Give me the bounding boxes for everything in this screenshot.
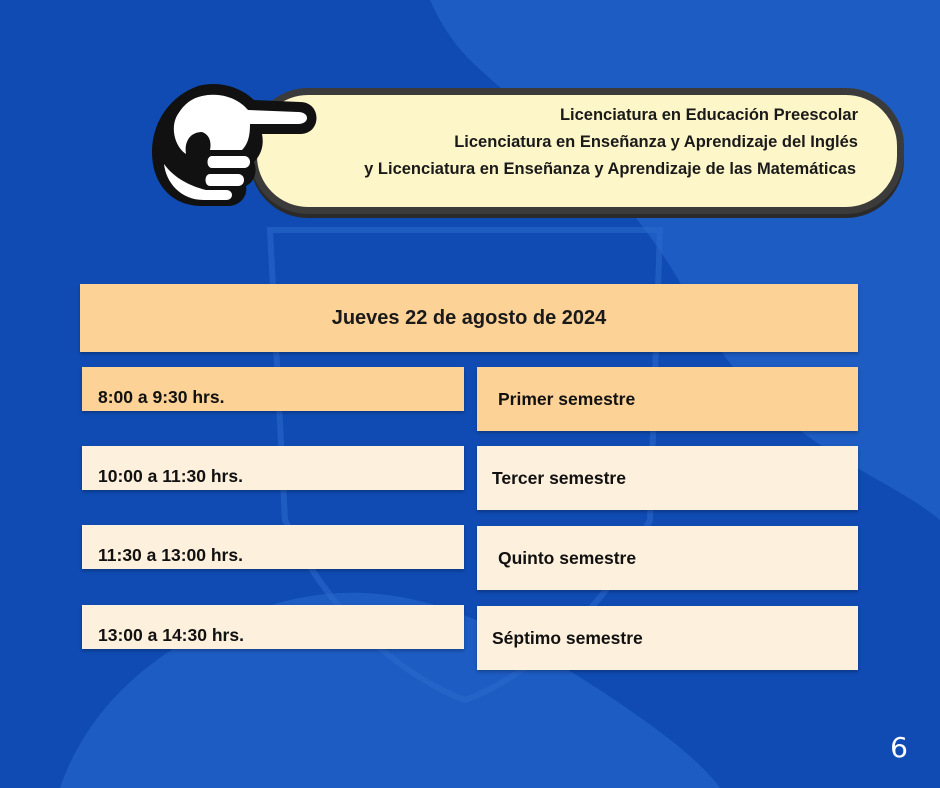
pointing-hand-icon xyxy=(150,82,325,210)
time-label: 13:00 a 14:30 hrs. xyxy=(98,625,244,645)
date-label: Jueves 22 de agosto de 2024 xyxy=(331,306,607,329)
banner-line-1: Licenciatura en Educación Preescolar xyxy=(559,106,858,124)
program-banner xyxy=(150,82,896,210)
semester-label: Séptimo semestre xyxy=(492,627,643,648)
banner-line-3: y Licenciatura en Enseñanza y Aprendizaje de las Matemáticas xyxy=(364,160,856,178)
date-header xyxy=(80,284,858,352)
semester-1 xyxy=(477,367,858,431)
time-slot-2 xyxy=(82,446,464,490)
time-slot-4 xyxy=(82,605,464,649)
time-label: 8:00 a 9:30 hrs. xyxy=(98,387,225,407)
banner-text xyxy=(364,102,858,183)
time-slot-3 xyxy=(82,525,464,569)
semester-label: Quinto semestre xyxy=(498,547,637,568)
semester-label: Primer semestre xyxy=(498,388,636,409)
semester-3 xyxy=(477,526,858,590)
banner-line-2: Licenciatura en Enseñanza y Aprendizaje del Inglés xyxy=(454,133,858,151)
time-label: 11:30 a 13:00 hrs. xyxy=(98,545,243,565)
page-number: 6 xyxy=(890,731,908,764)
time-slot-1 xyxy=(82,367,464,411)
semester-label: Tercer semestre xyxy=(492,467,626,488)
semester-4 xyxy=(477,606,858,670)
time-label: 10:00 a 11:30 hrs. xyxy=(98,466,243,486)
semester-2 xyxy=(477,446,858,510)
